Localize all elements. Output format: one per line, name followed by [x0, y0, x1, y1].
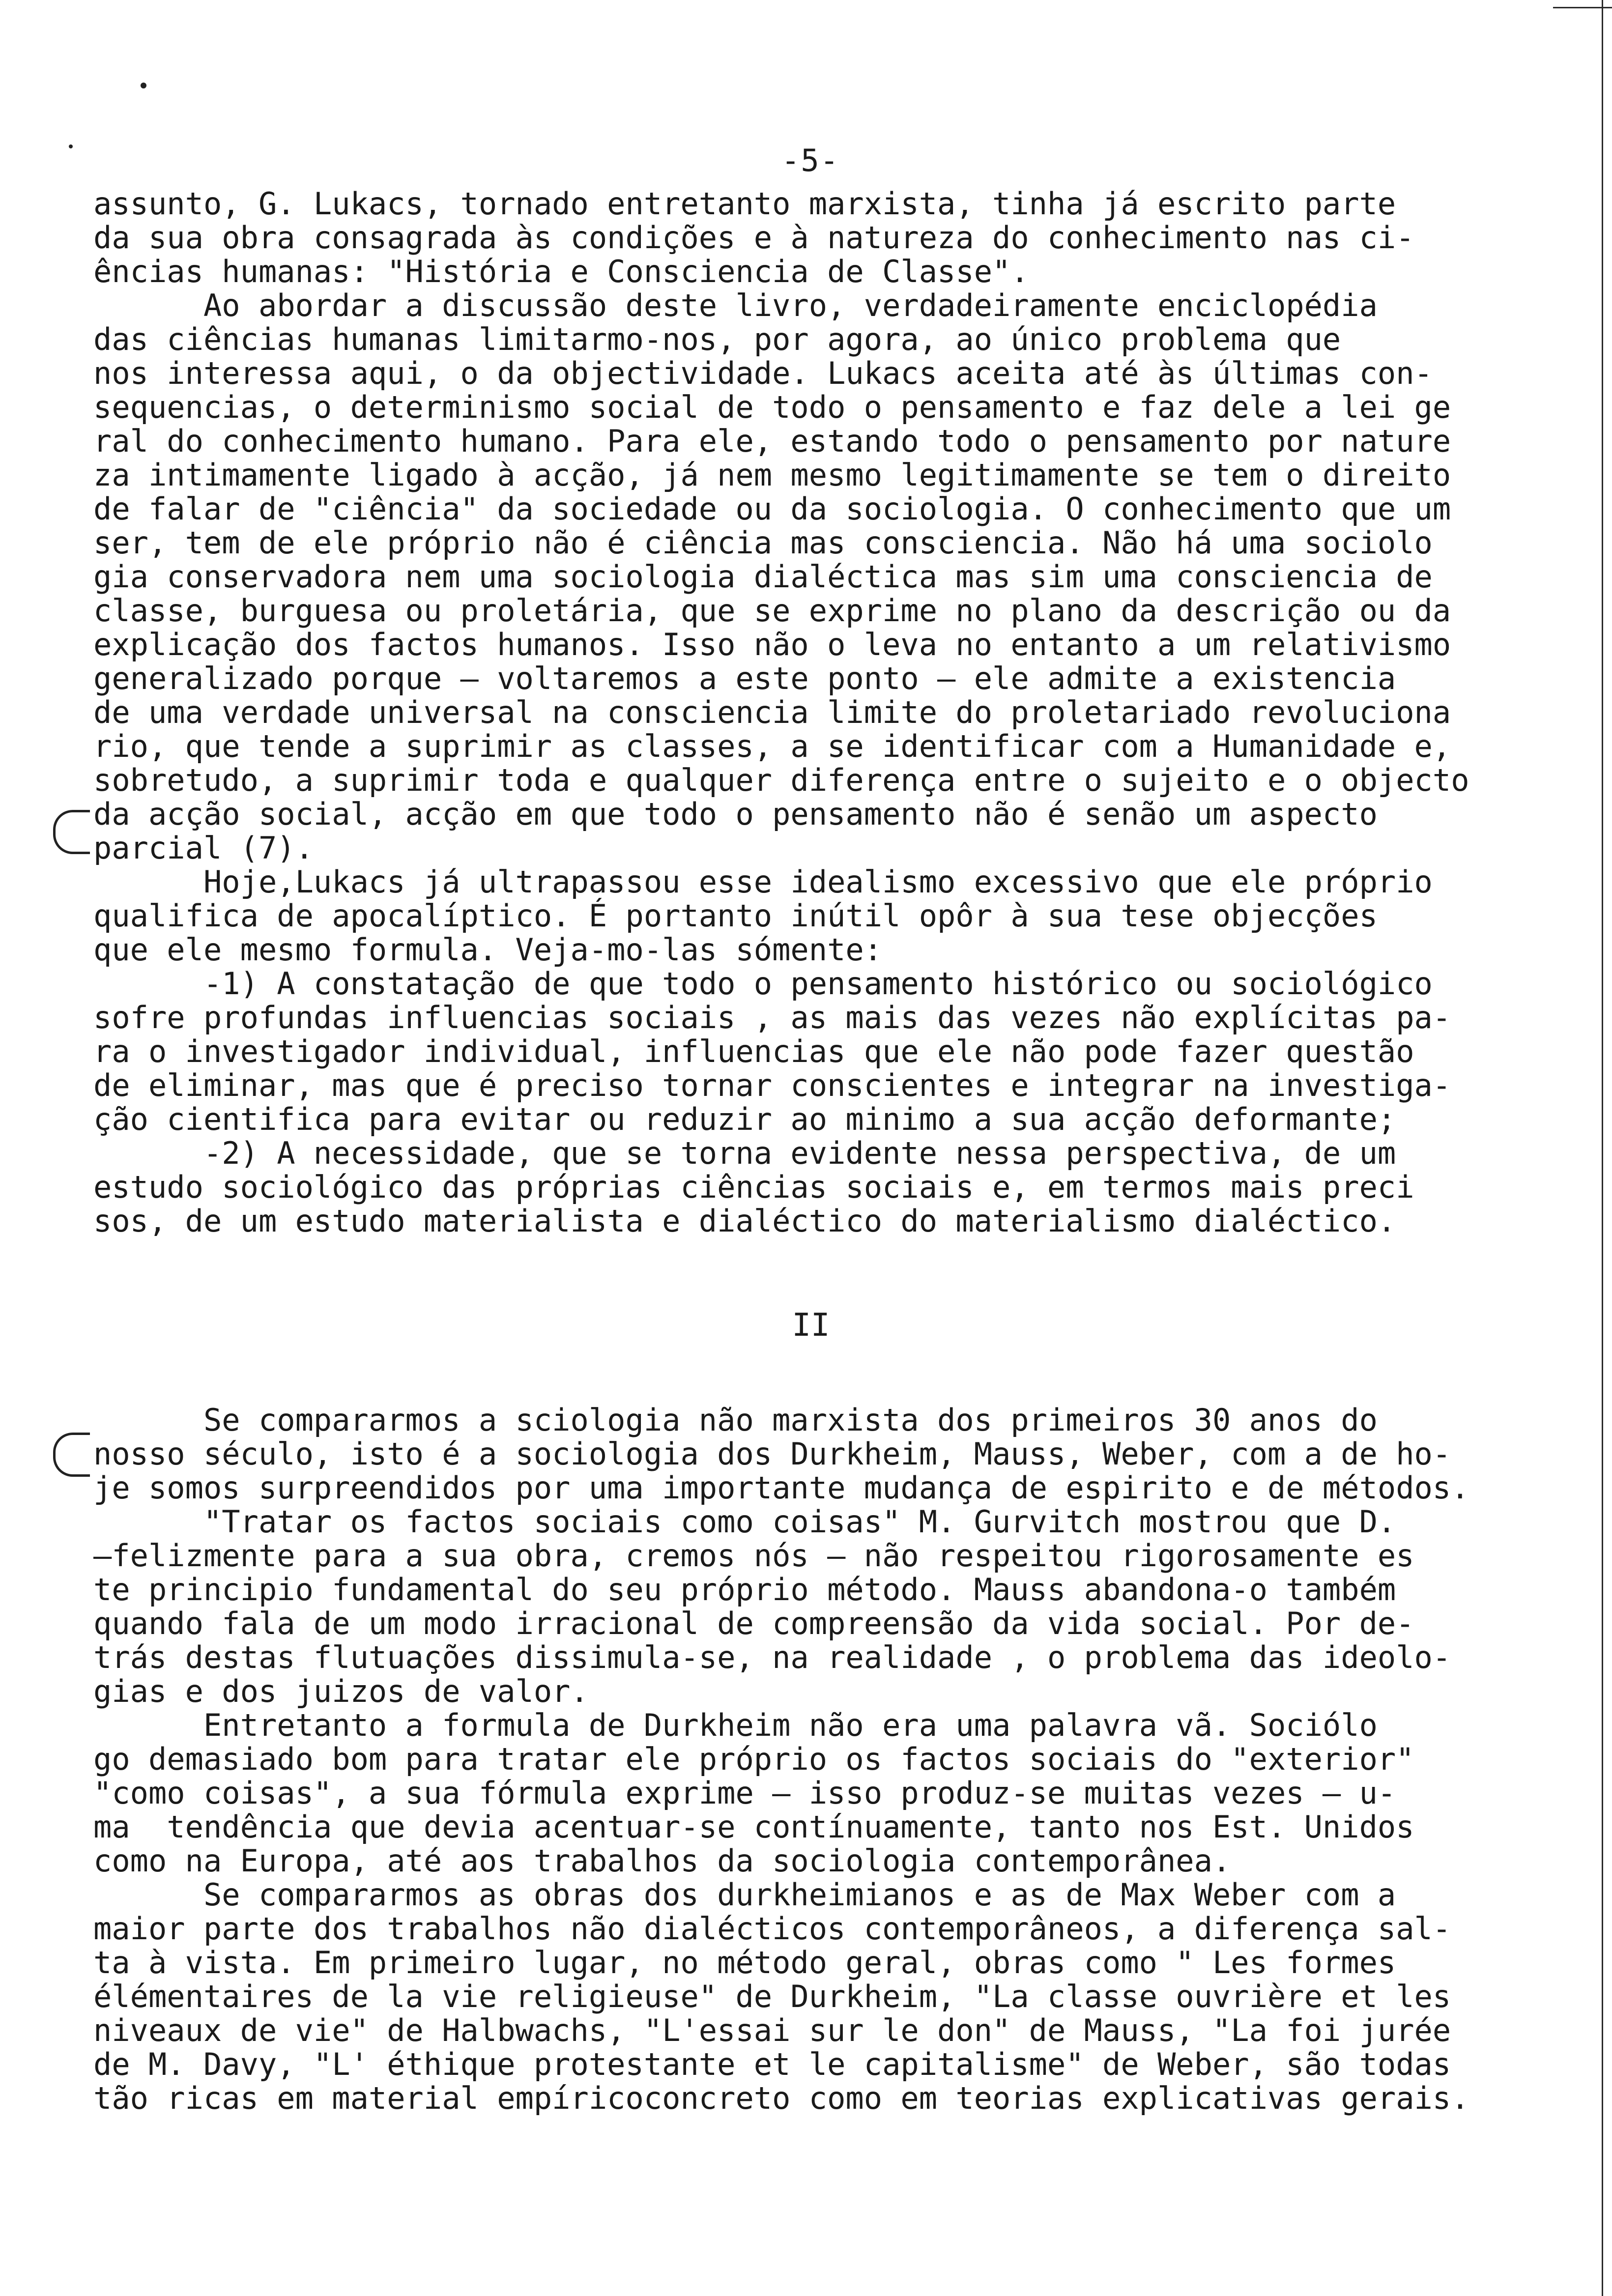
text-line: estudo sociológico das próprias ciências sociais e, em termos mais preci — [93, 1169, 1414, 1205]
text-line: qualifica de apocalíptico. É portanto inútil opôr à sua tese objecções — [93, 898, 1378, 934]
text-line: como na Europa, até aos trabalhos da sociologia contemporânea. — [93, 1843, 1231, 1879]
text-line: go demasiado bom para tratar ele próprio os factos sociais do "exterior" — [93, 1741, 1414, 1777]
text-line: "Tratar os factos sociais como coisas" M. Gurvitch mostrou que D. — [93, 1504, 1396, 1540]
text-line: ências humanas: "História e Consciencia de Classe". — [93, 254, 1029, 289]
ink-dot — [69, 144, 73, 148]
ink-dot — [141, 83, 146, 88]
text-line: trás destas flutuações dissimula-se, na realidade , o problema das ideolo- — [93, 1639, 1451, 1675]
text-line: da acção social, acção em que todo o pensamento não é senão um aspecto — [93, 796, 1378, 832]
text-line: gias e dos juizos de valor. — [93, 1673, 589, 1709]
margin-bracket — [53, 810, 90, 854]
text-line: de uma verdade universal na consciencia limite do proletariado revoluciona — [93, 694, 1451, 730]
body-text-part-2 — [93, 1403, 1548, 2115]
text-line: Se compararmos a sciologia não marxista dos primeiros 30 anos do — [93, 1402, 1378, 1438]
text-line: ral do conhecimento humano. Para ele, estando todo o pensamento por nature — [93, 423, 1451, 459]
section-heading: II — [792, 1307, 830, 1344]
text-line: rio, que tende a suprimir as classes, a se identificar com a Humanidade e, — [93, 728, 1451, 764]
text-line: ser, tem de ele próprio não é ciência mas consciencia. Não há uma sociolo — [93, 525, 1433, 561]
text-line: —felizmente para a sua obra, cremos nós — não respeitou rigorosamente es — [93, 1538, 1414, 1574]
text-line: ção cientifica para evitar ou reduzir ao minimo a sua acção deformante; — [93, 1101, 1396, 1137]
text-line: ra o investigador individual, influencias que ele não pode fazer questão — [93, 1033, 1414, 1069]
text-line: das ciências humanas limitarmo-nos, por agora, ao único problema que — [93, 321, 1341, 357]
text-line: maior parte dos trabalhos não dialécticos contemporâneos, a diferença sal- — [93, 1911, 1451, 1947]
text-line: parcial (7). — [93, 830, 314, 866]
text-line: classe, burguesa ou proletária, que se exprime no plano da descrição ou da — [93, 593, 1451, 629]
text-line: niveaux de vie" de Halbwachs, "L'essai sur le don" de Mauss, "La foi jurée — [93, 2012, 1451, 2048]
text-line: élémentaires de la vie religieuse" de Durkheim, "La classe ouvrière et les — [93, 1979, 1451, 2014]
body-text-part-1 — [93, 187, 1548, 1238]
corner-mark — [1553, 7, 1612, 8]
text-line: generalizado porque — voltaremos a este ponto — ele admite a existencia — [93, 660, 1396, 696]
text-line: de M. Davy, "L' éthique protestante et le capitalisme" de Weber, são todas — [93, 2046, 1451, 2082]
text-line: sequencias, o determinismo social de todo o pensamento e faz dele a lei ge — [93, 389, 1451, 425]
text-line: sofre profundas influencias sociais , as mais das vezes não explícitas pa- — [93, 1000, 1451, 1035]
text-line: explicação dos factos humanos. Isso não o leva no entanto a um relativismo — [93, 627, 1451, 662]
text-line: sos, de um estudo materialista e dialéctico do materialismo dialéctico. — [93, 1203, 1396, 1239]
text-line: quando fala de um modo irracional de compreensão da vida social. Por de- — [93, 1606, 1414, 1641]
margin-rule — [1602, 0, 1603, 2296]
text-line: assunto, G. Lukacs, tornado entretanto marxista, tinha já escrito parte — [93, 186, 1396, 222]
page-number: -5- — [781, 143, 839, 178]
text-line: je somos surpreendidos por uma importante mudança de espirito e de métodos. — [93, 1470, 1469, 1506]
text-line: za intimamente ligado à acção, já nem mesmo legitimamente se tem o direito — [93, 457, 1451, 493]
text-line: ta à vista. Em primeiro lugar, no método geral, obras como " Les formes — [93, 1945, 1396, 1980]
margin-bracket — [53, 1433, 90, 1477]
text-line: de eliminar, mas que é preciso tornar conscientes e integrar na investiga- — [93, 1067, 1451, 1103]
text-line: te principio fundamental do seu próprio método. Mauss abandona-o também — [93, 1572, 1396, 1607]
text-line: de falar de "ciência" da sociedade ou da sociologia. O conhecimento que um — [93, 491, 1451, 527]
text-line: que ele mesmo formula. Veja-mo-las sómente: — [93, 932, 883, 968]
text-line: Entretanto a formula de Durkheim não era uma palavra vã. Sociólo — [93, 1707, 1378, 1743]
text-line: -2) A necessidade, que se torna evidente nessa perspectiva, de um — [93, 1135, 1396, 1171]
text-line: Hoje,Lukacs já ultrapassou esse idealismo excessivo que ele próprio — [93, 864, 1433, 900]
text-line: tão ricas em material empíricoconcreto como em teorias explicativas gerais. — [93, 2080, 1469, 2116]
text-line: nosso século, isto é a sociologia dos Durkheim, Mauss, Weber, com a de ho- — [93, 1436, 1451, 1472]
text-line: ma tendência que devia acentuar-se contínuamente, tanto nos Est. Unidos — [93, 1809, 1414, 1845]
text-line: -1) A constatação de que todo o pensamento histórico ou sociológico — [93, 966, 1433, 1002]
text-line: Se compararmos as obras dos durkheimianos e as de Max Weber com a — [93, 1877, 1396, 1913]
text-line: gia conservadora nem uma sociologia dialéctica mas sim uma consciencia de — [93, 559, 1433, 595]
text-line: Ao abordar a discussão deste livro, verdadeiramente enciclopédia — [93, 287, 1378, 323]
text-line: "como coisas", a sua fórmula exprime — isso produz-se muitas vezes — u- — [93, 1775, 1396, 1811]
text-line: da sua obra consagrada às condições e à natureza do conhecimento nas ci- — [93, 220, 1414, 256]
text-line: nos interessa aqui, o da objectividade. Lukacs aceita até às últimas con- — [93, 355, 1433, 391]
text-line: sobretudo, a suprimir toda e qualquer diferença entre o sujeito e o objecto — [93, 762, 1469, 798]
